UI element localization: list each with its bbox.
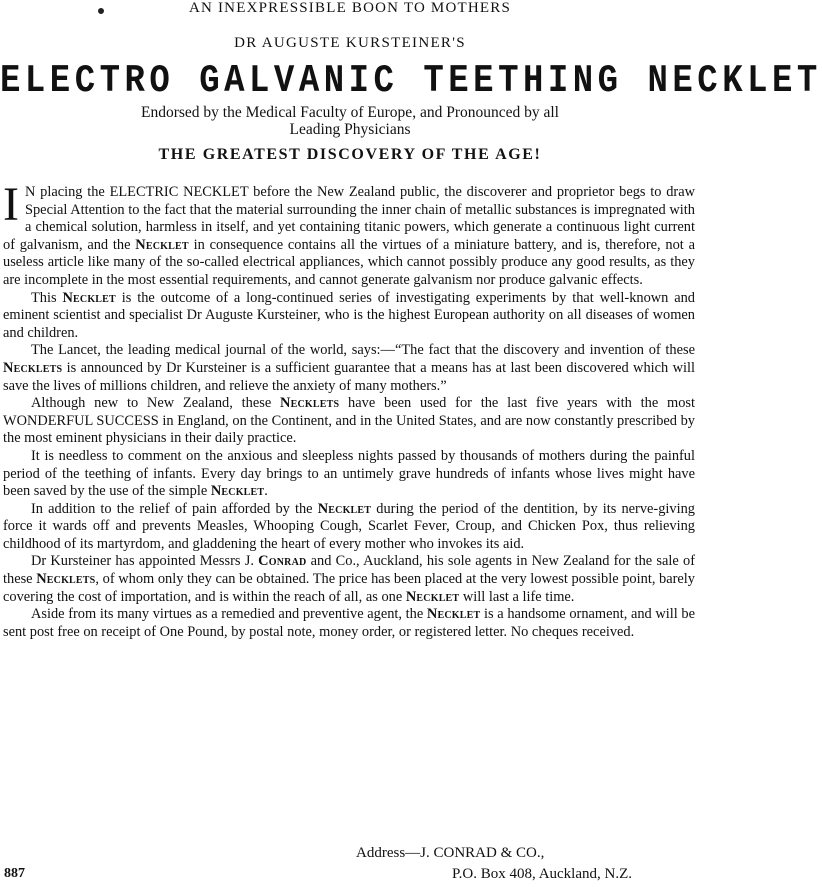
supertitle: AN INEXPRESSIBLE BOON TO MOTHERS xyxy=(188,0,512,16)
paragraph-7-mid-2: , of whom only they can be obtained. The price has been placed at the very lowest possible point, barely covering the cost of importation, and is within the reach of all, as one xyxy=(3,571,695,605)
paragraph-8-text: is a handsome ornament, and will be sent post free on receipt of One Pound, by postal note, money order, or registered letter. No cheques received. xyxy=(3,606,695,640)
paragraph-2-text: is the outcome of a long-continued series of investigating experiments by that well-known and eminent scientist and specialist Dr Auguste Kursteiner, who is the highest European authority on all diseases of women and children. xyxy=(3,289,695,341)
paragraph-5 xyxy=(3,448,695,501)
paragraph-7 xyxy=(3,553,695,606)
paragraph-3-lead: The Lancet, the leading medical journal of the world, says:—“The fact that the discovery and invention of these xyxy=(31,342,695,359)
necklets-term: Necklets xyxy=(3,359,63,376)
paragraph-1-text-2: in consequence contains all the virtues of a miniature battery, and is, therefore, not a useless article like many of the so-called electrical appliances, which cannot possibly produce any good results, as they are incomplete in the most essential requirements, and cannot generate galvanism nor produce galvanic effects. xyxy=(3,236,695,288)
ad-code: 887 xyxy=(4,866,25,881)
necklets-term: Necklets xyxy=(36,571,96,588)
necklet-term: Necklet xyxy=(405,588,460,605)
necklet-term: Necklet xyxy=(135,236,189,253)
paragraph-6-text: during the period of the dentition, by its nerve-giving force it wards off and prevents Measles, Whooping Cough, Scarlet Fever, Croup, and Chicken Pox, thus relieving childhood of its martyrdom, and gladdening the heart of every mother who invokes its aid. xyxy=(3,500,696,552)
paragraph-2 xyxy=(3,290,695,343)
paragraph-5-text: It is needless to comment on the anxious and sleepless nights passed by thousands of mothers during the painful period of the teething of infants. Every day brings to an untimely grave hundreds of infants whose lives might have been saved by the use of the simple xyxy=(3,447,695,500)
paragraph-4 xyxy=(3,395,695,448)
paragraph-7-lead: Dr Kursteiner has appointed Messrs J. xyxy=(31,553,259,570)
conrad-term: Conrad xyxy=(258,553,307,570)
necklet-term: Necklet xyxy=(317,500,372,517)
address-line-2: P.O. Box 408, Auckland, N.Z. xyxy=(452,866,632,882)
drop-cap: I xyxy=(3,178,19,231)
necklet-term: Necklet xyxy=(210,483,265,500)
paragraph-8-lead: Aside from its many virtues as a remedied and preventive agent, the xyxy=(31,606,427,623)
address-line-1: Address—J. CONRAD & CO., xyxy=(356,845,545,861)
necklet-term: Necklet xyxy=(426,606,481,623)
paragraph-6-lead: In addition to the relief of pain afforded by the xyxy=(31,500,318,517)
paragraph-3 xyxy=(3,342,695,395)
discovery-heading: THE GREATEST DISCOVERY OF THE AGE! xyxy=(158,146,542,163)
paragraph-7-text: will last a life time. xyxy=(459,588,575,605)
paragraph-3-text: is announced by Dr Kursteiner is a sufficient guarantee that a means has at last been discovered which will save the lives of millions children, and relieve the anxiety of many mothers.” xyxy=(3,359,695,394)
paragraph-8 xyxy=(3,606,695,641)
doctor-name: DR AUGUSTE KURSTEINER'S xyxy=(234,35,466,51)
paragraph-4-text: have been used for the last five years with the most WONDERFUL SUCCESS in England, on the Continent, and in the United States, and are now constantly prescribed by the most eminent physicians in their daily practice. xyxy=(3,395,695,447)
paragraph-5-end: . xyxy=(264,483,268,500)
paragraph-7-mid: and Co., Auckland, his sole agents in New Zealand for the sale of these xyxy=(3,553,696,588)
paragraph-1 xyxy=(3,178,695,290)
necklet-term: Necklet xyxy=(62,289,116,306)
paragraph-6 xyxy=(3,501,695,554)
paragraph-1-text: N placing the ELECTRIC NECKLET before the New Zealand public, the discoverer and proprietor begs to draw Special Attention to the fact that the material surrounding the inner chain of metallic substances is impregnated with a chemical solution, harmless in itself, and yet containing titanic powers, which generate a continuous light current of galvanism, and the xyxy=(3,184,695,253)
article-body xyxy=(3,178,696,641)
endorsement-line-1: Endorsed by the Medical Faculty of Europe, and Pronounced by all xyxy=(141,104,559,121)
paragraph-4-lead: Although new to New Zealand, these xyxy=(31,395,281,412)
endorsement xyxy=(0,104,700,138)
paragraph-2-lead: This xyxy=(31,289,63,306)
endorsement-line-2: Leading Physicians xyxy=(289,121,411,138)
headline: ELECTRO GALVANIC TEETHING NECKLET xyxy=(0,60,822,104)
necklets-term: Necklets xyxy=(280,395,340,412)
